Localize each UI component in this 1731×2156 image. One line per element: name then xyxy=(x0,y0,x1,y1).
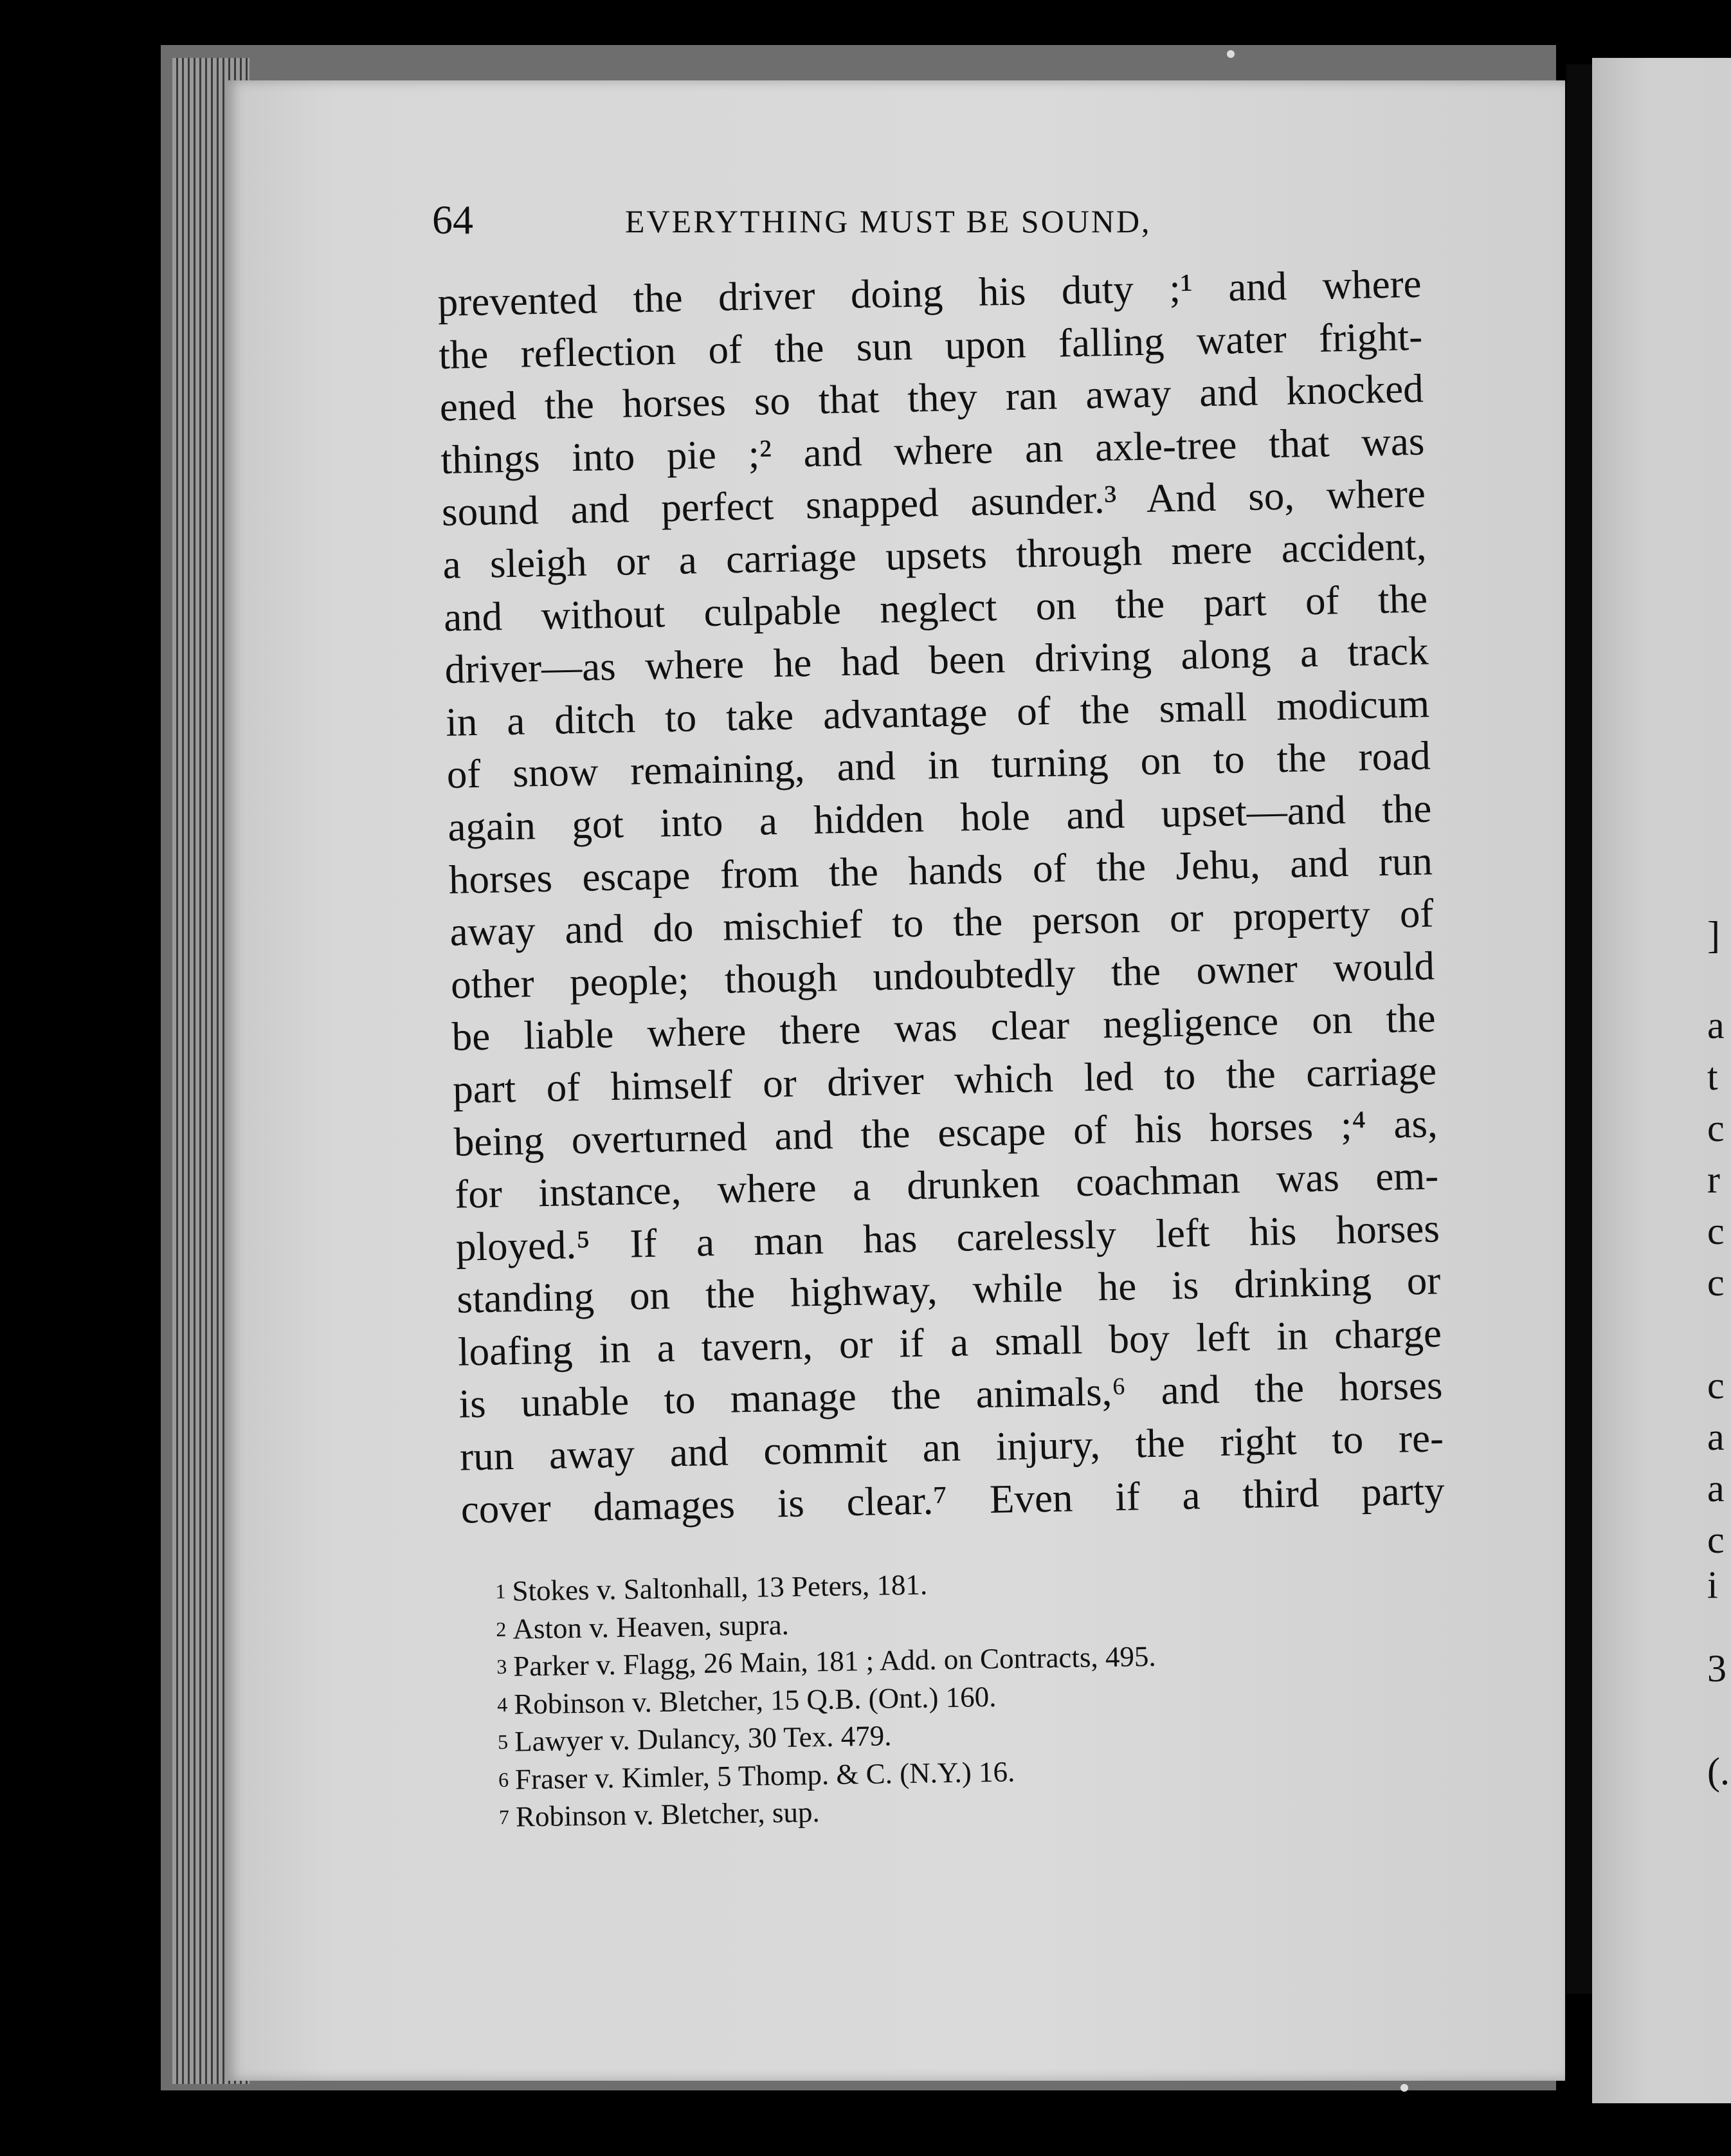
facing-letter: a xyxy=(1707,1467,1725,1510)
facing-letter: c xyxy=(1707,1519,1725,1561)
text-line: in a ditch to take advantage of the small modicum xyxy=(445,681,1430,745)
text-line: again got into a hidden hole and upset—and the xyxy=(447,785,1432,850)
facing-page-letters xyxy=(1707,0,1731,2156)
text-line: prevented the driver doing his duty ;¹ and where xyxy=(437,260,1422,325)
running-header xyxy=(432,196,1262,254)
footnote-number: 4 xyxy=(496,1692,508,1716)
footnote-number: 3 xyxy=(496,1654,507,1678)
footnote-number: 2 xyxy=(496,1617,507,1641)
footnote-number: 7 xyxy=(498,1805,510,1829)
footnotes xyxy=(495,1560,1335,1836)
facing-letter: i xyxy=(1707,1564,1718,1606)
footnote-text: Stokes v. Saltonhall, 13 Peters, 181. xyxy=(512,1568,928,1607)
facing-letter: c xyxy=(1707,1364,1725,1407)
footnote-text: Parker v. Flagg, 26 Main, 181 ; Add. on Contracts, 495. xyxy=(512,1640,1157,1683)
text-line: for instance, where a drunken coachman was em- xyxy=(454,1153,1439,1217)
text-line: run away and commit an injury, the right to re- xyxy=(459,1415,1444,1479)
book-gutter xyxy=(1566,64,1592,1994)
text-line: being overturned and the escape of his horses ;⁴ as, xyxy=(453,1100,1438,1165)
text-line: is unable to manage the animals,⁶ and the horses xyxy=(458,1362,1444,1427)
footnote-text: Lawyer v. Dulancy, 30 Tex. 479. xyxy=(514,1719,892,1758)
text-line: ened the horses so that they ran away and knocked xyxy=(439,365,1424,430)
footnote-number: 5 xyxy=(497,1730,509,1753)
text-line: the reflection of the sun upon falling water fright- xyxy=(438,313,1423,378)
text-line: of snow remaining, and in turning on to the road xyxy=(446,733,1431,798)
facing-letter: c xyxy=(1707,1107,1725,1149)
running-head-title: EVERYTHING MUST BE SOUND, xyxy=(625,203,1152,239)
footnote-text: Robinson v. Bletcher, sup. xyxy=(515,1796,820,1833)
scan-speck xyxy=(1227,50,1235,58)
footnote-text: Aston v. Heaven, supra. xyxy=(512,1608,790,1645)
facing-letter: a xyxy=(1707,1004,1725,1046)
facing-letter: t xyxy=(1707,1055,1718,1098)
text-line: loafing in a tavern, or if a small boy left in charge xyxy=(457,1310,1442,1375)
body-text xyxy=(437,258,1445,1536)
page-number: 64 xyxy=(432,197,473,242)
text-line: ployed.⁵ If a man has carelessly left his horses xyxy=(455,1205,1440,1270)
text-line: be liable where there was clear negligence on the xyxy=(451,995,1436,1060)
text-line: horses escape from the hands of the Jehu, and run xyxy=(448,837,1433,902)
footnote-text: Robinson v. Bletcher, 15 Q.B. (Ont.) 160. xyxy=(513,1680,997,1721)
facing-letter: a xyxy=(1707,1416,1725,1458)
facing-letter: 3 xyxy=(1707,1647,1726,1690)
text-line: driver—as where he had been driving along a track xyxy=(444,628,1429,693)
text-line: cover damages is clear.⁷ Even if a third party xyxy=(460,1467,1446,1532)
facing-letter: ] xyxy=(1707,914,1720,956)
facing-letter: r xyxy=(1707,1158,1720,1201)
text-line: and without culpable neglect on the part of the xyxy=(443,576,1428,640)
text-line: standing on the highway, while he is drinking or xyxy=(456,1257,1441,1322)
footnote-number: 6 xyxy=(498,1768,509,1791)
text-line: sound and perfect snapped asunder.³ And so, where xyxy=(441,470,1426,535)
footnote-number: 1 xyxy=(495,1579,506,1603)
scan-speck xyxy=(1400,2084,1408,2092)
facing-letter: (. xyxy=(1707,1750,1730,1793)
text-line: a sleigh or a carriage upsets through mere accident, xyxy=(442,523,1427,587)
text-line: away and do mischief to the person or property of xyxy=(449,890,1434,955)
text-line: things into pie ;² and where an axle-tree that was xyxy=(440,418,1425,482)
facing-letter: c xyxy=(1707,1261,1725,1304)
text-line: other people; though undoubtedly the owner would xyxy=(450,943,1435,1007)
footnote-text: Fraser v. Kimler, 5 Thomp. & C. (N.Y.) 16. xyxy=(514,1755,1015,1796)
facing-letter: c xyxy=(1707,1210,1725,1252)
text-line: part of himself or driver which led to the carriage xyxy=(452,1048,1437,1112)
